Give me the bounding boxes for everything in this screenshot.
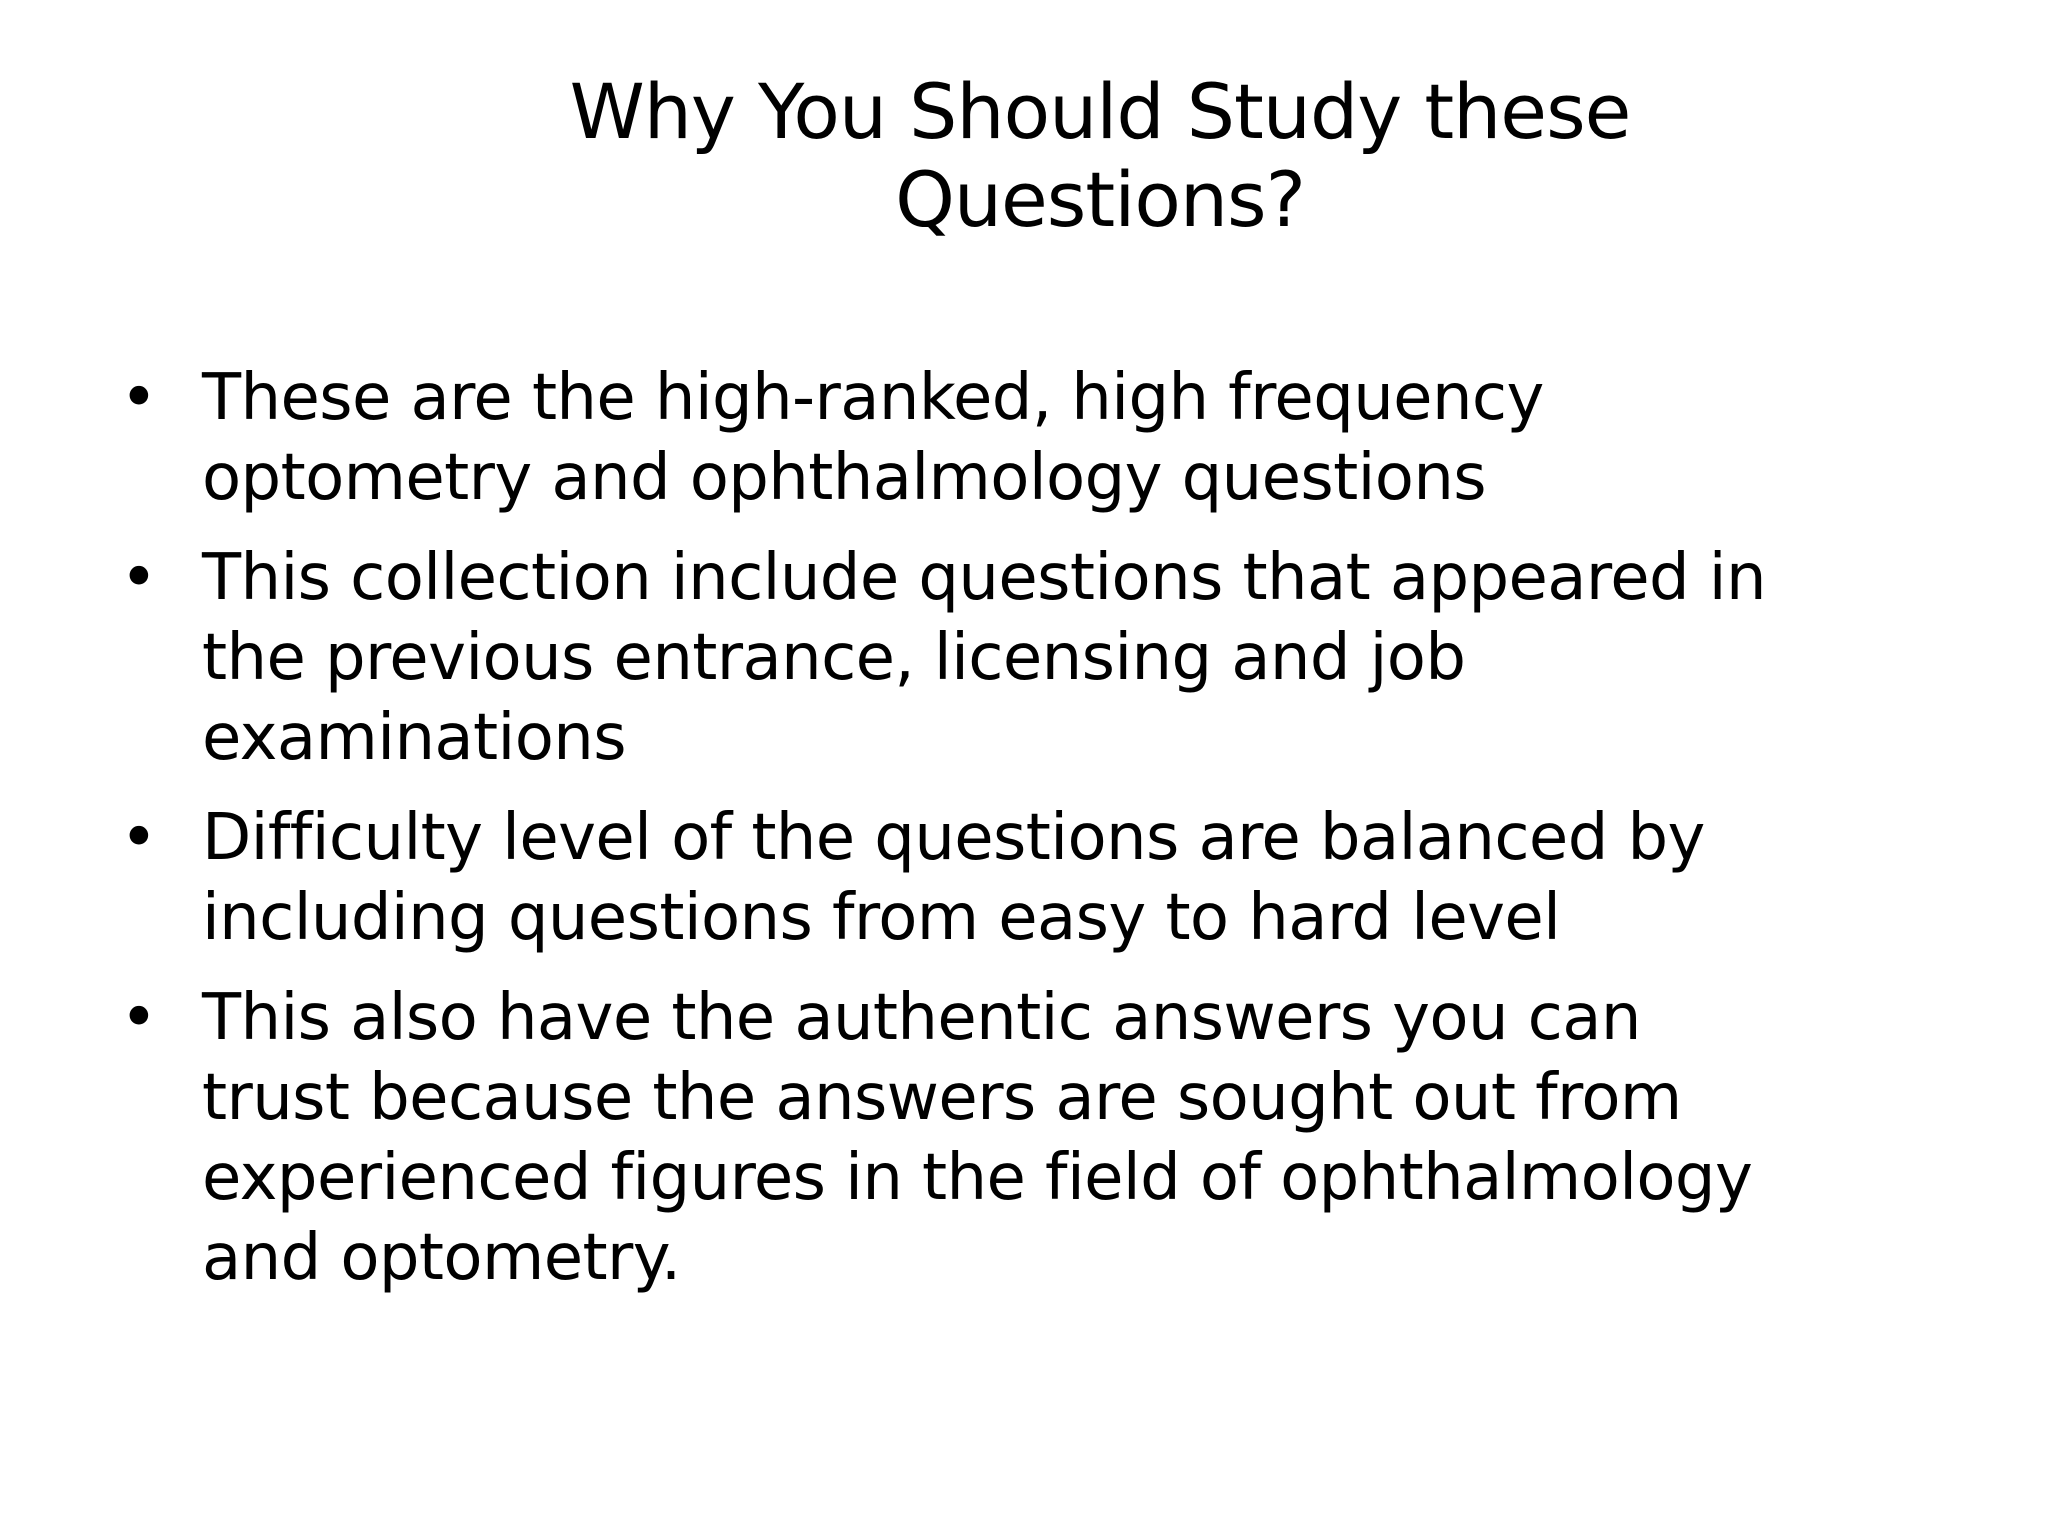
bullet-text-line: Difficulty level of the questions are balanced by	[202, 801, 1705, 875]
bullet-text-line: examinations	[202, 701, 626, 775]
bullet-text-line: including questions from easy to hard level	[202, 881, 1561, 955]
bullet-text-line: optometry and ophthalmology questions	[202, 441, 1487, 515]
bullet-text-line: These are the high-ranked, high frequency	[202, 361, 1544, 435]
bullet-item-2	[120, 538, 2000, 778]
slide-title-line-1: Why You Should Study these	[569, 67, 1631, 156]
bullet-text-line: the previous entrance, licensing and job	[202, 621, 1466, 695]
bullet-text-line: This collection include questions that appeared in	[202, 541, 1766, 615]
bullet-text-line: and optometry.	[202, 1221, 681, 1295]
bullet-text-line: experienced figures in the field of ophthalmology	[202, 1141, 1753, 1215]
bullet-list	[120, 358, 2000, 1318]
bullet-item-3	[120, 798, 2000, 958]
bullet-icon: •	[120, 981, 158, 1055]
slide-title-line-2: Questions?	[895, 155, 1305, 244]
slide-title	[300, 68, 1900, 244]
bullet-item-4	[120, 978, 2000, 1298]
bullet-icon: •	[120, 541, 158, 615]
bullet-text-line: trust because the answers are sought out from	[202, 1061, 1682, 1135]
bullet-icon: •	[120, 801, 158, 875]
bullet-icon: •	[120, 361, 158, 435]
bullet-item-1	[120, 358, 2000, 518]
bullet-text-line: This also have the authentic answers you can	[202, 981, 1641, 1055]
